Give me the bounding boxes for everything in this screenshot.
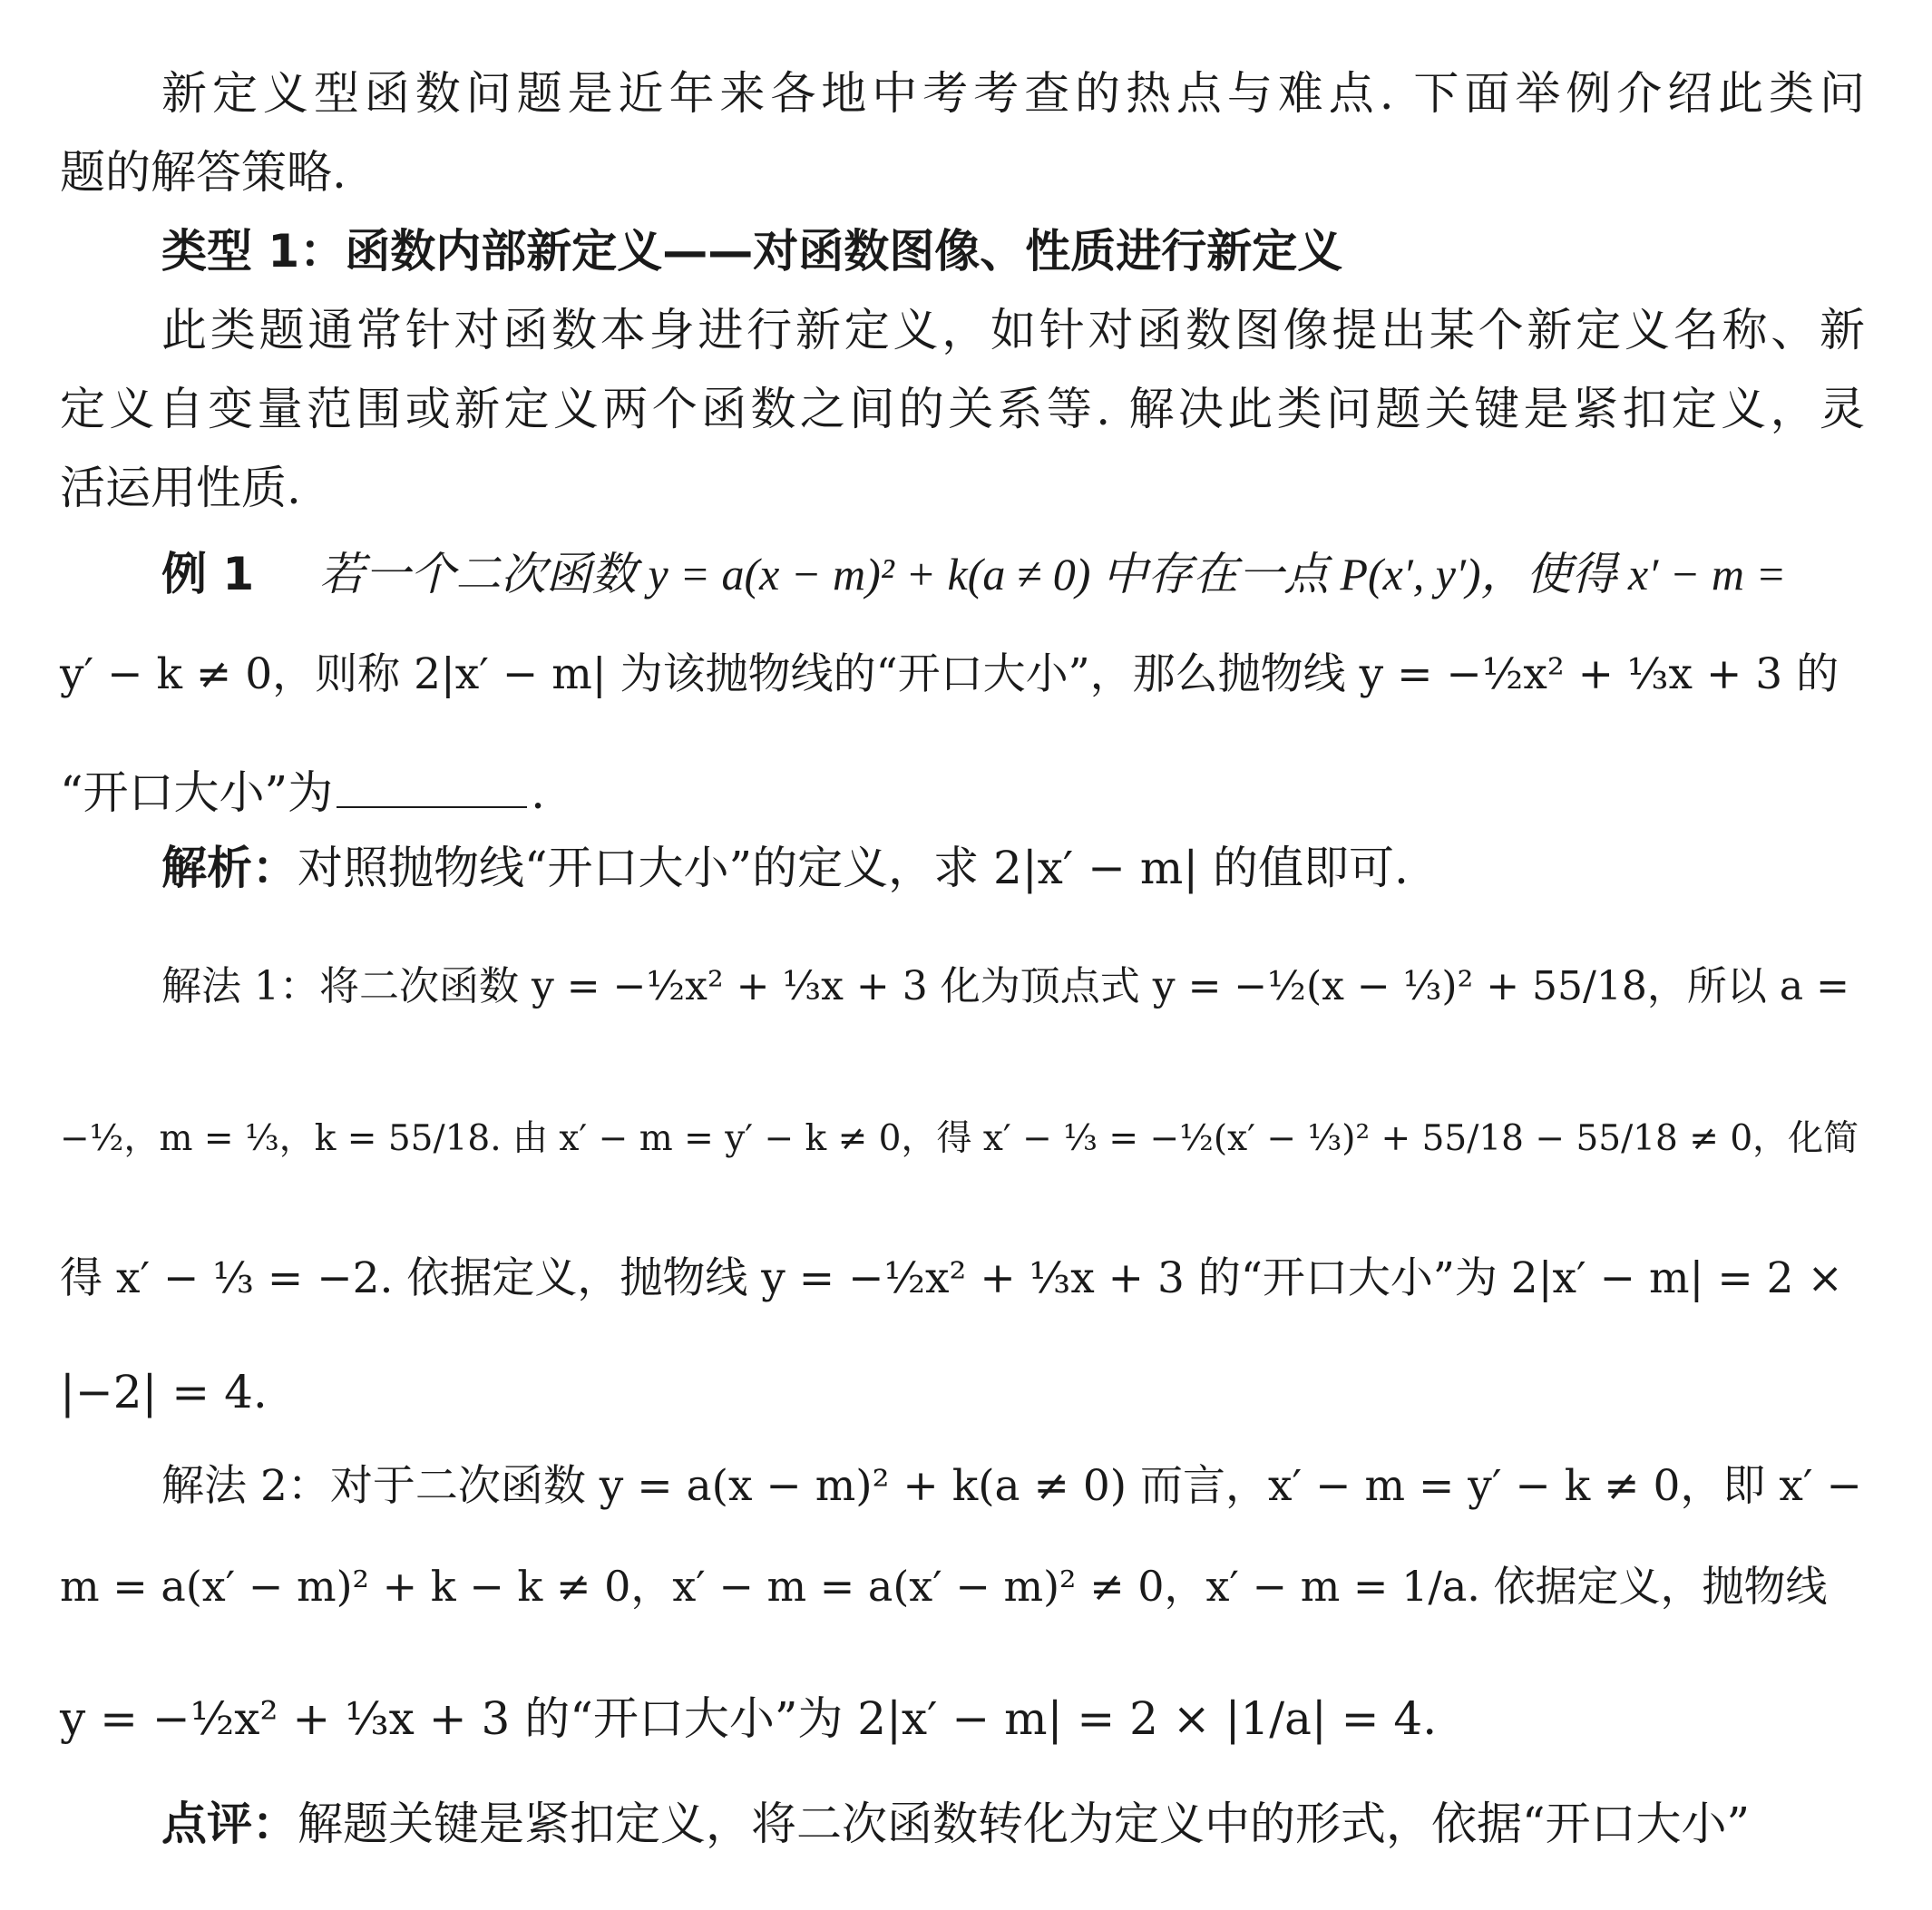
method1-line-3: 得 x′ − ⅓ = −2. 依据定义，抛物线 y = −½x² + ⅓x + 3 的“开口大小”为 2|x′ − m| = 2 × — [60, 1253, 1843, 1303]
method1-line-4: |−2| = 4. — [60, 1366, 268, 1418]
method2-line-1: 解法 2：对于二次函数 y = a(x − m)² + k(a ≠ 0) 而言，x′ − m = y′ − k ≠ 0，即 x′ − — [161, 1461, 1862, 1511]
method2-line-3: y = −½x² + ⅓x + 3 的“开口大小”为 2|x′ − m| = 2 × |1/a| = 4. — [60, 1692, 1438, 1745]
example1-period: . — [531, 766, 546, 819]
method1-line-2: −½，m = ⅓，k = 55/18. 由 x′ − m = y′ − k ≠ 0，得 x′ − ⅓ = −½(x′ − ⅓)² + 55/18 − 55/18 ≠ 0，化简 — [60, 1118, 1859, 1159]
analysis-text: 对照抛物线“开口大小”的定义，求 2|x′ − m| 的值即可. — [298, 842, 1409, 894]
comment-line — [161, 1798, 1865, 1850]
intro-line-2: 题的解答策略. — [60, 146, 346, 199]
example1-line-1 — [161, 548, 1865, 600]
analysis-label: 解析： — [161, 842, 298, 894]
type1-para-line-3: 活运用性质. — [60, 462, 301, 514]
example1-text-3: “开口大小”为 — [60, 766, 334, 819]
example1-line-2: y′ − k ≠ 0，则称 2|x′ − m| 为该抛物线的“开口大小”，那么抛物线 y = −½x² + ⅓x + 3 的 — [60, 649, 1839, 699]
example1-label: 例 1 — [161, 548, 255, 600]
type1-para-line-1: 此类题通常针对函数本身进行新定义，如针对函数图像提出某个新定义名称、新 — [161, 304, 1865, 356]
method2-line-2: m = a(x′ − m)² + k − k ≠ 0，x′ − m = a(x′ − m)² ≠ 0，x′ − m = 1/a. 依据定义，抛物线 — [60, 1562, 1828, 1611]
type1-heading: 类型 1：函数内部新定义——对函数图像、性质进行新定义 — [161, 225, 1343, 278]
comment-label: 点评： — [161, 1798, 298, 1850]
analysis-line — [161, 842, 1865, 894]
comment-text: 解题关键是紧扣定义，将二次函数转化为定义中的形式，依据“开口大小” — [298, 1798, 1751, 1850]
example1-text-1: 若一个二次函数 y = a(x − m)² + k(a ≠ 0) 中存在一点 P(x′, y′)，使得 x′ − m = — [319, 549, 1787, 599]
intro-line-1: 新定义型函数问题是近年来各地中考考查的热点与难点. 下面举例介绍此类问 — [161, 67, 1865, 120]
example1-line-3 — [60, 766, 1865, 819]
method1-line-1: 解法 1：将二次函数 y = −½x² + ⅓x + 3 化为顶点式 y = −½(x − ⅓)² + 55/18，所以 a = — [161, 963, 1849, 1009]
type1-para-line-2: 定义自变量范围或新定义两个函数之间的关系等. 解决此类问题关键是紧扣定义，灵 — [60, 383, 1865, 435]
answer-blank[interactable] — [337, 766, 527, 808]
